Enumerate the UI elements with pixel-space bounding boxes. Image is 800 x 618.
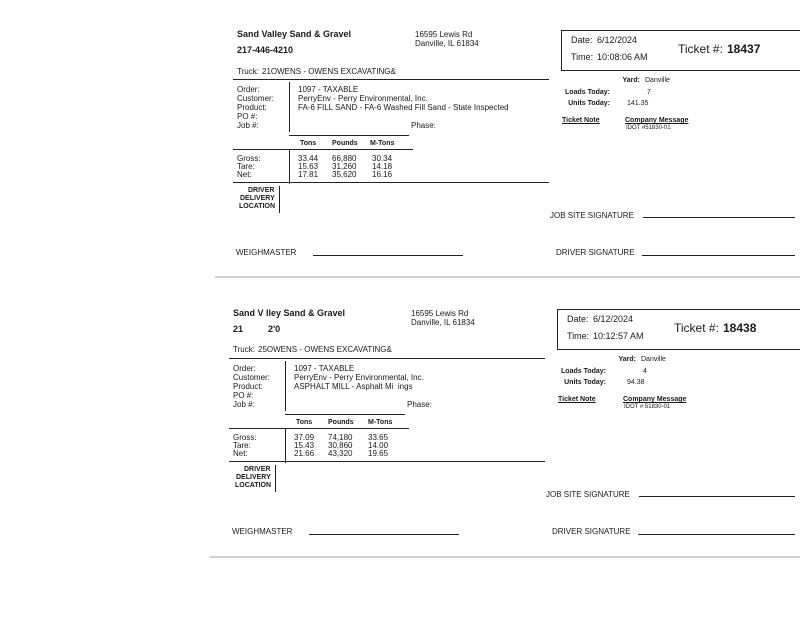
weighmaster-label: WEIGHMASTER bbox=[232, 527, 293, 536]
page-edge bbox=[210, 556, 800, 558]
time-label: Time: bbox=[571, 52, 594, 62]
job-site-signature-label: JOB SITE SIGNATURE bbox=[546, 490, 630, 499]
net-tons: 17.81 bbox=[298, 170, 319, 179]
address-line-2: Danville, IL 61834 bbox=[415, 39, 479, 48]
truck-label: Truck: bbox=[237, 67, 259, 76]
gross-label: Gross: bbox=[237, 154, 261, 163]
gross-pounds: 66,880 bbox=[332, 154, 357, 163]
driver-label: DRIVER bbox=[248, 187, 275, 194]
driver-signature-label: DRIVER SIGNATURE bbox=[552, 527, 631, 536]
driver-label: DRIVER bbox=[244, 466, 271, 473]
order-label: Order: bbox=[237, 85, 260, 94]
divider bbox=[275, 465, 276, 492]
po-label: PO #: bbox=[237, 112, 258, 121]
net-pounds: 43,320 bbox=[328, 449, 353, 458]
customer-value: PerryEnv - Perry Environmental, Inc. bbox=[298, 94, 428, 103]
product-label: Product: bbox=[233, 382, 263, 391]
weighmaster-line bbox=[313, 255, 463, 256]
truck-label: Truck: bbox=[233, 345, 255, 354]
yard-value: Danville bbox=[645, 77, 670, 84]
ticket-number-label: Ticket #: bbox=[674, 321, 719, 335]
time-value: 10:08:06 AM bbox=[597, 52, 648, 62]
tare-pounds: 30,860 bbox=[328, 441, 353, 450]
loads-label: Loads Today: bbox=[561, 368, 606, 375]
company-message-label: Company Message bbox=[625, 117, 689, 124]
location-label: LOCATION bbox=[235, 482, 272, 489]
job-label: Job #: bbox=[233, 400, 255, 409]
po-label: PO #: bbox=[233, 391, 254, 400]
divider bbox=[229, 358, 545, 359]
company-message: IDOT #51830-01 bbox=[626, 125, 671, 131]
time-value: 10:12:57 AM bbox=[593, 331, 644, 341]
job-site-signature-line bbox=[639, 496, 795, 497]
divider bbox=[279, 186, 280, 213]
gross-mtons: 33.65 bbox=[368, 433, 389, 442]
product-value: ASPHALT MILL - Asphalt Mi ings bbox=[294, 382, 413, 391]
net-mtons: 19.65 bbox=[368, 449, 389, 458]
tare-pounds: 31,260 bbox=[332, 162, 357, 171]
divider bbox=[229, 461, 545, 462]
divider bbox=[285, 429, 286, 463]
divider bbox=[289, 150, 290, 184]
weighmaster-label: WEIGHMASTER bbox=[236, 248, 297, 257]
time-label: Time: bbox=[567, 331, 590, 341]
date-label: Date: bbox=[571, 35, 593, 45]
company-message-label: Company Message bbox=[623, 396, 687, 403]
gross-pounds: 74,180 bbox=[328, 433, 353, 442]
ticket-note-label: Ticket Note bbox=[562, 117, 600, 124]
product-value: FA-6 FILL SAND - FA-6 Washed Fill Sand - State Inspected bbox=[298, 103, 509, 112]
units-value: 141.35 bbox=[627, 100, 649, 107]
order-label: Order: bbox=[233, 364, 256, 373]
loads-value: 4 bbox=[643, 368, 647, 375]
divider bbox=[285, 361, 286, 411]
tons-header: Tons bbox=[296, 419, 313, 426]
pounds-header: Pounds bbox=[332, 140, 358, 147]
phase-label: Phase: bbox=[407, 400, 432, 409]
page-edge bbox=[215, 276, 800, 278]
company-name: Sand V lley Sand & Gravel bbox=[233, 308, 346, 318]
divider bbox=[289, 82, 290, 132]
truck-value: 21OWENS - OWENS EXCAVATING& bbox=[262, 67, 396, 76]
ticket-number: 18438 bbox=[723, 321, 757, 335]
job-label: Job #: bbox=[237, 121, 259, 130]
net-mtons: 16.16 bbox=[372, 170, 393, 179]
gross-tons: 37.09 bbox=[294, 433, 315, 442]
loads-value: 7 bbox=[647, 89, 651, 96]
order-value: 1097 - TAXABLE bbox=[294, 364, 355, 373]
truck-value: 25OWENS - OWENS EXCAVATING& bbox=[258, 345, 392, 354]
customer-value: PerryEnv - Perry Environmental, Inc. bbox=[294, 373, 424, 382]
date-label: Date: bbox=[567, 314, 589, 324]
ticket-note-label: Ticket Note bbox=[558, 396, 596, 403]
mtons-header: M-Tons bbox=[368, 419, 393, 426]
job-site-signature-line bbox=[643, 217, 795, 218]
tare-label: Tare: bbox=[237, 162, 255, 171]
date-value: 6/12/2024 bbox=[593, 314, 634, 324]
tare-mtons: 14.18 bbox=[372, 162, 393, 171]
divider bbox=[289, 135, 409, 136]
mtons-header: M-Tons bbox=[370, 140, 395, 147]
phase-label: Phase: bbox=[411, 121, 436, 130]
net-pounds: 35,620 bbox=[332, 170, 357, 179]
yard-value: Danville bbox=[641, 356, 666, 363]
product-label: Product: bbox=[237, 103, 267, 112]
tare-mtons: 14.00 bbox=[368, 441, 389, 450]
company-phone: 21 2'0 bbox=[233, 324, 281, 334]
ticket-number: 18437 bbox=[727, 42, 761, 56]
loads-label: Loads Today: bbox=[565, 89, 610, 96]
driver-signature-line bbox=[642, 255, 795, 256]
address-line-1: 16595 Lewis Rd bbox=[411, 309, 469, 318]
date-value: 6/12/2024 bbox=[597, 35, 638, 45]
yard-label: Yard: bbox=[622, 77, 640, 84]
address-line-1: 16595 Lewis Rd bbox=[415, 30, 473, 39]
address-line-2: Danville, IL 61834 bbox=[411, 318, 475, 327]
tare-tons: 15.43 bbox=[294, 441, 315, 450]
gross-mtons: 30.34 bbox=[372, 154, 393, 163]
tare-tons: 15.63 bbox=[298, 162, 319, 171]
customer-label: Customer: bbox=[233, 373, 270, 382]
delivery-label: DELIVERY bbox=[236, 474, 271, 481]
units-label: Units Today: bbox=[564, 379, 606, 386]
divider bbox=[233, 182, 549, 183]
tons-header: Tons bbox=[300, 140, 317, 147]
units-value: 94.38 bbox=[627, 379, 645, 386]
customer-label: Customer: bbox=[237, 94, 274, 103]
divider bbox=[233, 149, 413, 150]
order-value: 1097 - TAXABLE bbox=[298, 85, 359, 94]
gross-tons: 33.44 bbox=[298, 154, 319, 163]
driver-signature-line bbox=[638, 534, 795, 535]
tare-label: Tare: bbox=[233, 441, 251, 450]
weighmaster-line bbox=[309, 534, 459, 535]
job-site-signature-label: JOB SITE SIGNATURE bbox=[550, 211, 634, 220]
company-name: Sand Valley Sand & Gravel bbox=[237, 29, 352, 39]
divider bbox=[285, 414, 405, 415]
net-tons: 21.66 bbox=[294, 449, 315, 458]
company-message: IDOT # 51830-01 bbox=[624, 404, 671, 410]
net-label: Net: bbox=[237, 170, 252, 179]
units-label: Units Today: bbox=[568, 100, 610, 107]
location-label: LOCATION bbox=[239, 203, 276, 210]
company-phone: 217-446-4210 bbox=[237, 45, 294, 55]
divider bbox=[233, 79, 549, 80]
driver-signature-label: DRIVER SIGNATURE bbox=[556, 248, 635, 257]
gross-label: Gross: bbox=[233, 433, 257, 442]
divider bbox=[229, 428, 409, 429]
yard-label: Yard: bbox=[618, 356, 636, 363]
delivery-label: DELIVERY bbox=[240, 195, 275, 202]
ticket-number-label: Ticket #: bbox=[678, 42, 723, 56]
net-label: Net: bbox=[233, 449, 248, 458]
pounds-header: Pounds bbox=[328, 419, 354, 426]
